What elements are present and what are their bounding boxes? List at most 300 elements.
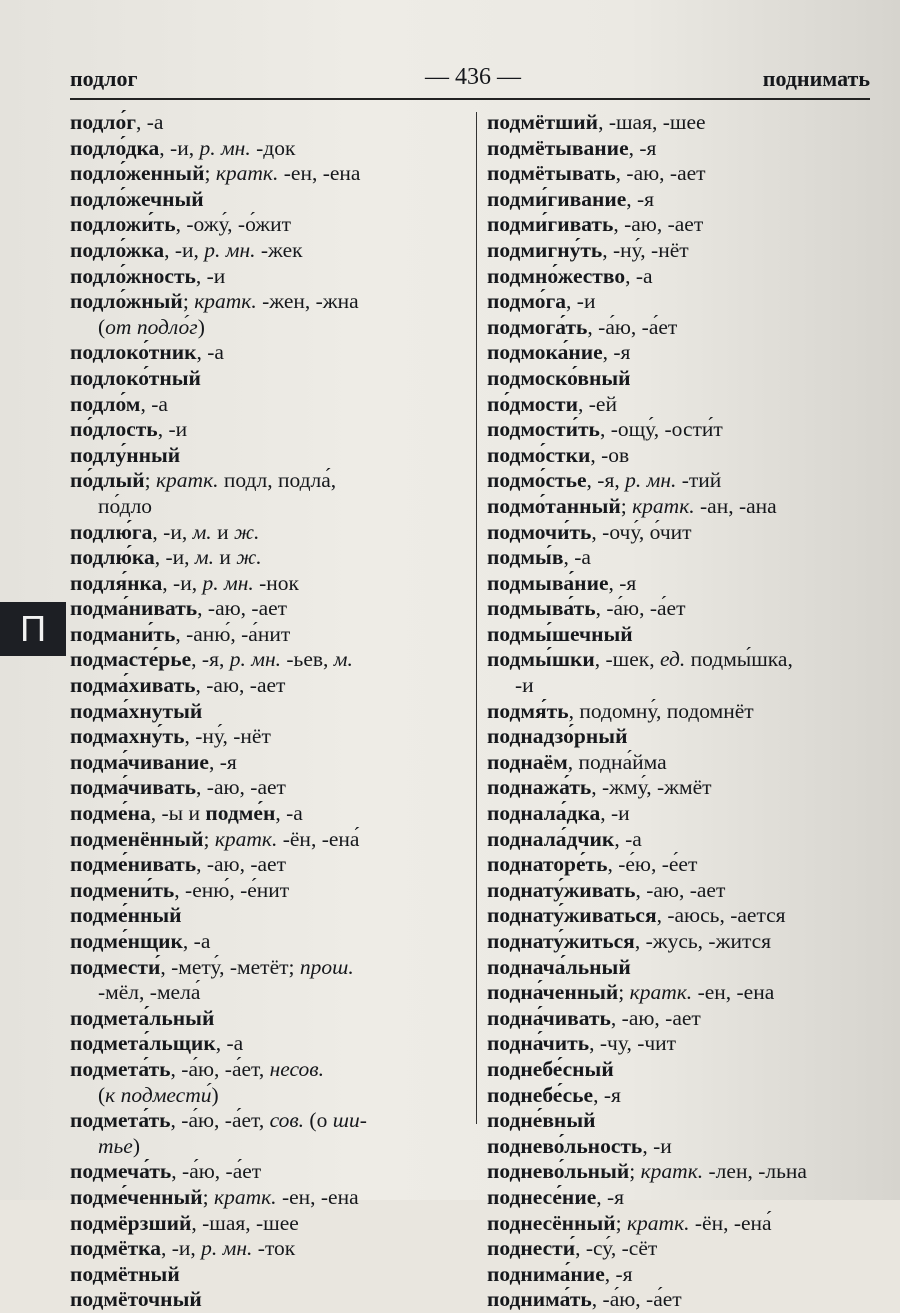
entry-text: , -ощу́, -ости́т <box>599 417 723 442</box>
entry-text: ; <box>204 161 216 186</box>
headword: подменённый <box>70 826 204 851</box>
dictionary-entry <box>487 161 887 187</box>
entry-text: , -я, <box>586 468 626 493</box>
entry-continuation <box>487 673 887 699</box>
dictionary-entry <box>70 673 470 699</box>
entry-text: , -я <box>628 135 657 160</box>
entry-text: -нок <box>253 570 299 595</box>
dictionary-entry <box>487 724 887 750</box>
entry-text: , -я <box>626 186 655 211</box>
headword: подмахну́ть <box>70 724 185 749</box>
entry-continuation <box>70 1134 470 1160</box>
entry-text: , -аю, -ает <box>613 212 704 237</box>
entry-text: , -жму́, -жмёт <box>591 775 712 800</box>
dictionary-entry <box>70 340 470 366</box>
entry-text: , -шая, -шее <box>598 110 706 134</box>
entry-text: -ьев, <box>281 647 334 672</box>
dictionary-entry <box>70 392 470 418</box>
dictionary-entry <box>487 264 887 290</box>
entry-text: , подомну́, подомнёт <box>568 698 754 723</box>
entry-text: , -а́ю, -а́ет <box>587 314 678 339</box>
dictionary-entry <box>487 827 887 853</box>
dictionary-entry <box>70 929 470 955</box>
headword: поднево́льность <box>487 1133 643 1158</box>
entry-text: , -аю, -ает <box>197 596 288 621</box>
grammar-label: прош. <box>299 954 354 979</box>
entry-text: , -я <box>608 570 637 595</box>
entry-text: , -очу́, о́чит <box>591 519 692 544</box>
dictionary-entry <box>487 699 887 725</box>
headword: подмётка <box>70 1236 161 1261</box>
entry-text: -ток <box>252 1236 296 1261</box>
headword: подме́ченный <box>70 1184 203 1209</box>
dictionary-entry <box>487 1236 887 1262</box>
dictionary-entry <box>70 622 470 648</box>
entry-text: ; <box>618 980 630 1005</box>
grammar-label: р. мн. <box>199 135 251 160</box>
grammar-label: к подмести́ <box>105 1082 212 1107</box>
header-rule <box>70 98 870 100</box>
headword: поднала́дка <box>487 801 601 826</box>
headword: подмоско́вный <box>487 365 631 390</box>
entry-text: , -я <box>596 1184 625 1209</box>
headword: поднесённый <box>487 1210 616 1235</box>
entry-text: , -а <box>275 801 303 826</box>
entry-text: , -а́ю, -а́ет <box>591 1287 682 1312</box>
headword: поднесе́ние <box>487 1184 597 1209</box>
headword: подмётывание <box>487 135 629 160</box>
entry-text: , -аюсь, -ается <box>656 903 786 928</box>
headword: по́дмости <box>487 391 578 416</box>
headword: подмо́стье <box>487 468 587 493</box>
entry-text: , -я <box>208 749 237 774</box>
headword: подмеча́ть <box>70 1159 172 1184</box>
dictionary-entry <box>70 571 470 597</box>
entry-text: -ен, -ена <box>278 161 361 186</box>
dictionary-entry <box>70 1185 470 1211</box>
headword: подме́нный <box>70 903 182 928</box>
headword: поднату́живать <box>487 877 636 902</box>
dictionary-entry <box>70 212 470 238</box>
entry-text: , -а́ю, -а́ет, <box>170 1056 270 1081</box>
headword: подмочи́ть <box>487 519 592 544</box>
dictionary-entry <box>487 468 887 494</box>
grammar-label: р. мн. <box>204 237 256 262</box>
dictionary-entry <box>70 1236 470 1262</box>
headword: подмёрзший <box>70 1210 192 1235</box>
headword: подмётший <box>487 110 599 134</box>
grammar-label: р. мн. <box>625 468 677 493</box>
headword: подма́чивание <box>70 749 209 774</box>
headword: подлоко́тный <box>70 365 201 390</box>
headword: подлю́га <box>70 519 153 544</box>
entry-text: , -и <box>600 801 630 826</box>
dictionary-entry <box>70 468 470 494</box>
dictionary-entry <box>70 187 470 213</box>
entry-text: , -а <box>614 826 642 851</box>
headword: поднево́льный <box>487 1159 630 1184</box>
headword: подло́жный <box>70 289 183 314</box>
headword: подмёточный <box>70 1287 202 1312</box>
headword: подля́нка <box>70 570 163 595</box>
entry-text: , -шая, -шее <box>191 1210 299 1235</box>
headword: подне́вный <box>487 1108 596 1133</box>
headword: подло́м <box>70 391 141 416</box>
entry-text: , -аю, -ает <box>610 1005 701 1030</box>
page-header <box>70 62 870 102</box>
entry-text: , -су́, -сёт <box>575 1236 658 1261</box>
dictionary-entry <box>70 699 470 725</box>
entry-text: , -еню́, -е́нит <box>174 877 290 902</box>
entry-text: , -ожу́, -о́жит <box>175 212 292 237</box>
entry-text: , -и <box>195 263 226 288</box>
entry-continuation <box>70 315 470 341</box>
dictionary-entry <box>487 878 887 904</box>
header-right-guide-word: поднимать <box>762 66 870 91</box>
entry-text: ; <box>182 289 195 314</box>
headword: подмётный <box>70 1261 180 1286</box>
dictionary-entry <box>487 520 887 546</box>
entry-text: -мёл, -мела́ <box>98 980 201 1005</box>
headword: подма́нивать <box>70 596 198 621</box>
headword: подна́чить <box>487 1031 590 1056</box>
dictionary-entry <box>487 136 887 162</box>
grammar-label: ж. <box>236 545 262 570</box>
dictionary-entry <box>70 1211 470 1237</box>
headword: подма́чивать <box>70 775 197 800</box>
entry-text: , -ы и <box>150 801 206 826</box>
dictionary-entry <box>487 1211 887 1237</box>
headword: подме́нивать <box>70 852 197 877</box>
dictionary-entry <box>487 1134 887 1160</box>
headword: подмы́в <box>487 545 564 570</box>
grammar-label: ж. <box>233 519 260 544</box>
entry-text: , -а <box>625 263 653 288</box>
grammar-label: м. <box>192 519 212 544</box>
headword: по́длый <box>70 468 145 493</box>
headword: подмы́шки <box>487 647 595 672</box>
entry-text: ) <box>132 1133 141 1158</box>
headword: подло́г <box>70 110 136 134</box>
dictionary-entry <box>487 494 887 520</box>
dictionary-entry <box>487 1031 887 1057</box>
entry-text: , -и, <box>159 135 200 160</box>
entry-text: по́дло <box>98 493 153 518</box>
headword: подми́гивание <box>487 186 627 211</box>
entry-text: , -и <box>157 417 188 442</box>
headword: подло́жечный <box>70 186 204 211</box>
dictionary-entry <box>487 1057 887 1083</box>
headword: подло́женный <box>70 161 205 186</box>
dictionary-entry <box>487 315 887 341</box>
headword: подло́жность <box>70 263 196 288</box>
dictionary-entry <box>70 852 470 878</box>
column-divider <box>476 112 477 1124</box>
entry-text: -жек <box>255 237 303 262</box>
dictionary-entry <box>487 443 887 469</box>
entry-text: ; <box>202 1184 215 1209</box>
entry-text: , -я <box>602 340 631 365</box>
dictionary-entry <box>487 545 887 571</box>
entry-text: подмы́шка, <box>685 647 793 672</box>
headword: подмыва́ние <box>487 570 609 595</box>
entry-text: , -ей <box>578 391 617 416</box>
header-left-guide-word: подлог <box>70 66 138 91</box>
headword: подна́ченный <box>487 980 619 1005</box>
dictionary-entry <box>487 903 887 929</box>
entry-text: , -а <box>140 391 168 416</box>
page-number: — 436 — <box>425 64 521 90</box>
grammar-label: от подло́г <box>105 314 198 339</box>
headword: подмока́ние <box>487 340 603 365</box>
entry-text: , -а <box>215 1031 244 1056</box>
left-column <box>70 110 470 1313</box>
dictionary-entry <box>487 417 887 443</box>
entry-text: , -шек, <box>594 647 660 672</box>
entry-text: , -а <box>196 340 224 365</box>
grammar-label: м. <box>194 545 214 570</box>
dictionary-entry <box>487 775 887 801</box>
dictionary-entry <box>70 545 470 571</box>
dictionary-entry <box>70 161 470 187</box>
dictionary-entry <box>70 443 470 469</box>
right-column <box>487 110 887 1313</box>
dictionary-entry <box>487 110 887 136</box>
entry-text: -лен, -льна <box>703 1159 807 1184</box>
headword: подлю́ка <box>70 545 155 570</box>
entry-text: ) <box>197 314 205 339</box>
entry-text: -жен, -жна <box>256 289 359 314</box>
headword: подлу́нный <box>70 442 181 467</box>
headword: поднаторе́ть <box>487 852 608 877</box>
entry-text: , -аю, -ает <box>635 877 726 902</box>
headword: подмя́ть <box>487 698 569 723</box>
dictionary-entry <box>487 852 887 878</box>
entry-text: , -а <box>135 110 164 134</box>
headword: подмога́ть <box>487 314 588 339</box>
headword: поднима́ть <box>487 1287 592 1312</box>
headword: подмета́ть <box>70 1108 171 1133</box>
entry-text: , -чу, -чит <box>589 1031 677 1056</box>
headword: подмы́шечный <box>487 621 633 646</box>
dictionary-entry <box>70 596 470 622</box>
dictionary-entry <box>487 622 887 648</box>
entry-text: ; <box>615 1210 627 1235</box>
dictionary-entry <box>70 366 470 392</box>
headword: поднима́ние <box>487 1261 605 1286</box>
dictionary-entry <box>70 1031 470 1057</box>
entry-text: , -мету́, -метёт; <box>160 954 300 979</box>
dictionary-entry <box>487 980 887 1006</box>
entry-text: , -и, <box>164 237 205 262</box>
entry-text: , -аю, -ает <box>196 775 286 800</box>
entry-text: , -аю, -ает <box>195 673 286 698</box>
grammar-label: тье <box>98 1133 133 1158</box>
dictionary-entry <box>487 392 887 418</box>
dictionary-entry <box>70 1287 470 1313</box>
dictionary-entry <box>70 417 470 443</box>
entry-text: ; <box>203 826 215 851</box>
entry-text: , -ов <box>590 442 630 467</box>
entry-text: , -аню́, -а́нит <box>175 621 291 646</box>
headword: подмени́ть <box>70 877 175 902</box>
headword: подме́на <box>70 801 151 826</box>
dictionary-entry <box>70 775 470 801</box>
headword: подлоко́тник <box>70 340 197 365</box>
headword: поднату́живаться <box>487 903 657 928</box>
entry-text: , -я, <box>191 647 230 672</box>
dictionary-entry <box>70 903 470 929</box>
headword: подмасте́рье <box>70 647 192 672</box>
dictionary-entry <box>487 801 887 827</box>
dictionary-entry <box>70 647 470 673</box>
dictionary-entry <box>70 1006 470 1032</box>
entry-text: , -а́ю, -а́ет <box>595 596 686 621</box>
headword: подмести́ <box>70 954 161 979</box>
headword: поднадзо́рный <box>487 724 628 749</box>
grammar-label: р. мн. <box>229 647 281 672</box>
headword: подмо́танный <box>487 493 621 518</box>
entry-text: , -жусь, -жится <box>634 929 772 953</box>
headword: подме́нщик <box>70 929 183 953</box>
headword: поднажа́ть <box>487 775 592 800</box>
headword: поднаём <box>487 749 568 774</box>
grammar-label: кратк. <box>214 826 278 851</box>
entry-text: ) <box>211 1082 219 1107</box>
entry-text: -ан, -ана <box>694 493 777 518</box>
grammar-label: кратк. <box>194 289 257 314</box>
grammar-label: ед. <box>659 647 686 672</box>
dictionary-entry <box>70 110 470 136</box>
entry-text: -док <box>250 135 296 160</box>
entry-continuation <box>70 980 470 1006</box>
dictionary-entry <box>70 955 470 981</box>
grammar-label: кратк. <box>214 1184 277 1209</box>
dictionary-entry <box>487 1185 887 1211</box>
headword: подмани́ть <box>70 621 176 646</box>
headword: поднача́льный <box>487 954 631 979</box>
entry-text: -ен, -ена <box>276 1184 359 1209</box>
headword: поднебе́сье <box>487 1082 594 1107</box>
dictionary-entry <box>487 187 887 213</box>
dictionary-entry <box>487 238 887 264</box>
grammar-label: кратк. <box>640 1159 704 1184</box>
dictionary-entry <box>487 340 887 366</box>
grammar-label: м. <box>333 647 353 672</box>
headword: подмо́га <box>487 289 567 314</box>
dictionary-entry <box>487 1006 887 1032</box>
grammar-label: кратк. <box>632 493 695 518</box>
entry-text: , -я <box>593 1082 621 1107</box>
headword: поднести́ <box>487 1236 576 1261</box>
dictionary-entry <box>70 520 470 546</box>
headword: подна́чивать <box>487 1005 611 1030</box>
dictionary-entry <box>70 1159 470 1185</box>
dictionary-entry <box>487 366 887 392</box>
headword: подмыва́ть <box>487 596 596 621</box>
headword: подмо́стки <box>487 442 591 467</box>
thumb-index-tab: П <box>0 602 66 656</box>
headword: подмётывать <box>487 161 616 186</box>
headword: подмета́льщик <box>70 1031 216 1056</box>
entry-text: , -и <box>566 289 596 314</box>
headword: поднебе́сный <box>487 1056 614 1081</box>
entry-text: ( <box>98 314 106 339</box>
headword: подло́жка <box>70 237 165 262</box>
dictionary-entry <box>487 212 887 238</box>
dictionary-entry <box>70 264 470 290</box>
dictionary-entry <box>487 1262 887 1288</box>
dictionary-entry <box>70 1057 470 1083</box>
entry-text: , -и, <box>160 1236 202 1261</box>
entry-text: , -ну́, -нёт <box>184 724 271 749</box>
dictionary-entry <box>487 955 887 981</box>
entry-text: , -а́ю, -а́ет, <box>170 1108 270 1133</box>
headword: поднала́дчик <box>487 826 615 851</box>
headword: подло́дка <box>70 135 160 160</box>
dictionary-entry <box>487 596 887 622</box>
grammar-label: несов. <box>269 1056 324 1081</box>
dictionary-entry <box>70 136 470 162</box>
entry-continuation <box>70 494 470 520</box>
grammar-label: кратк. <box>629 980 693 1005</box>
grammar-label: кратк. <box>156 468 219 493</box>
entry-text: , -аю, -ает <box>615 161 706 186</box>
entry-text: , -аю, -ает <box>196 852 286 877</box>
headword: подмета́льный <box>70 1005 215 1030</box>
dictionary-entry <box>70 724 470 750</box>
headword: подма́хивать <box>70 673 196 698</box>
entry-text: , -и, <box>162 570 203 595</box>
entry-text: подл, подла́, <box>218 468 337 493</box>
entry-text: -ён, -ена́ <box>689 1210 772 1235</box>
dictionary-entry <box>487 1159 887 1185</box>
entry-text: -ён, -ена́ <box>277 826 360 851</box>
headword: поднату́житься <box>487 929 635 953</box>
entry-text: -и <box>515 673 534 698</box>
dictionary-entry <box>487 1287 887 1313</box>
entry-continuation <box>70 1083 470 1109</box>
dictionary-entry <box>70 289 470 315</box>
grammar-label: р. мн. <box>201 1236 253 1261</box>
entry-text: , -е́ю, -е́ет <box>607 852 698 877</box>
entry-text: , -а́ю, -а́ет <box>171 1159 262 1184</box>
dictionary-entry <box>487 1108 887 1134</box>
grammar-label: кратк. <box>215 161 279 186</box>
dictionary-entry <box>487 750 887 776</box>
entry-text: , -а <box>563 545 591 570</box>
dictionary-entry <box>487 929 887 955</box>
grammar-label: ши- <box>332 1108 367 1133</box>
entry-text: ; <box>629 1159 641 1184</box>
entry-text: -ен, -ена <box>692 980 775 1005</box>
dictionary-entry <box>70 238 470 264</box>
grammar-label: р. мн. <box>202 570 254 595</box>
dictionary-entry <box>70 878 470 904</box>
entry-text: , подна́йма <box>567 749 667 774</box>
grammar-label: кратк. <box>626 1210 690 1235</box>
entry-text: и <box>213 545 237 570</box>
headword: подложи́ть <box>70 212 176 237</box>
headword: подмости́ть <box>487 417 600 442</box>
entry-text: , -и, <box>152 519 193 544</box>
entry-text: , -и, <box>154 545 195 570</box>
headword: подме́н <box>205 801 276 826</box>
dictionary-entry <box>70 801 470 827</box>
dictionary-entry <box>487 289 887 315</box>
entry-text: ( <box>98 1082 106 1107</box>
entry-text: -тий <box>676 468 722 493</box>
